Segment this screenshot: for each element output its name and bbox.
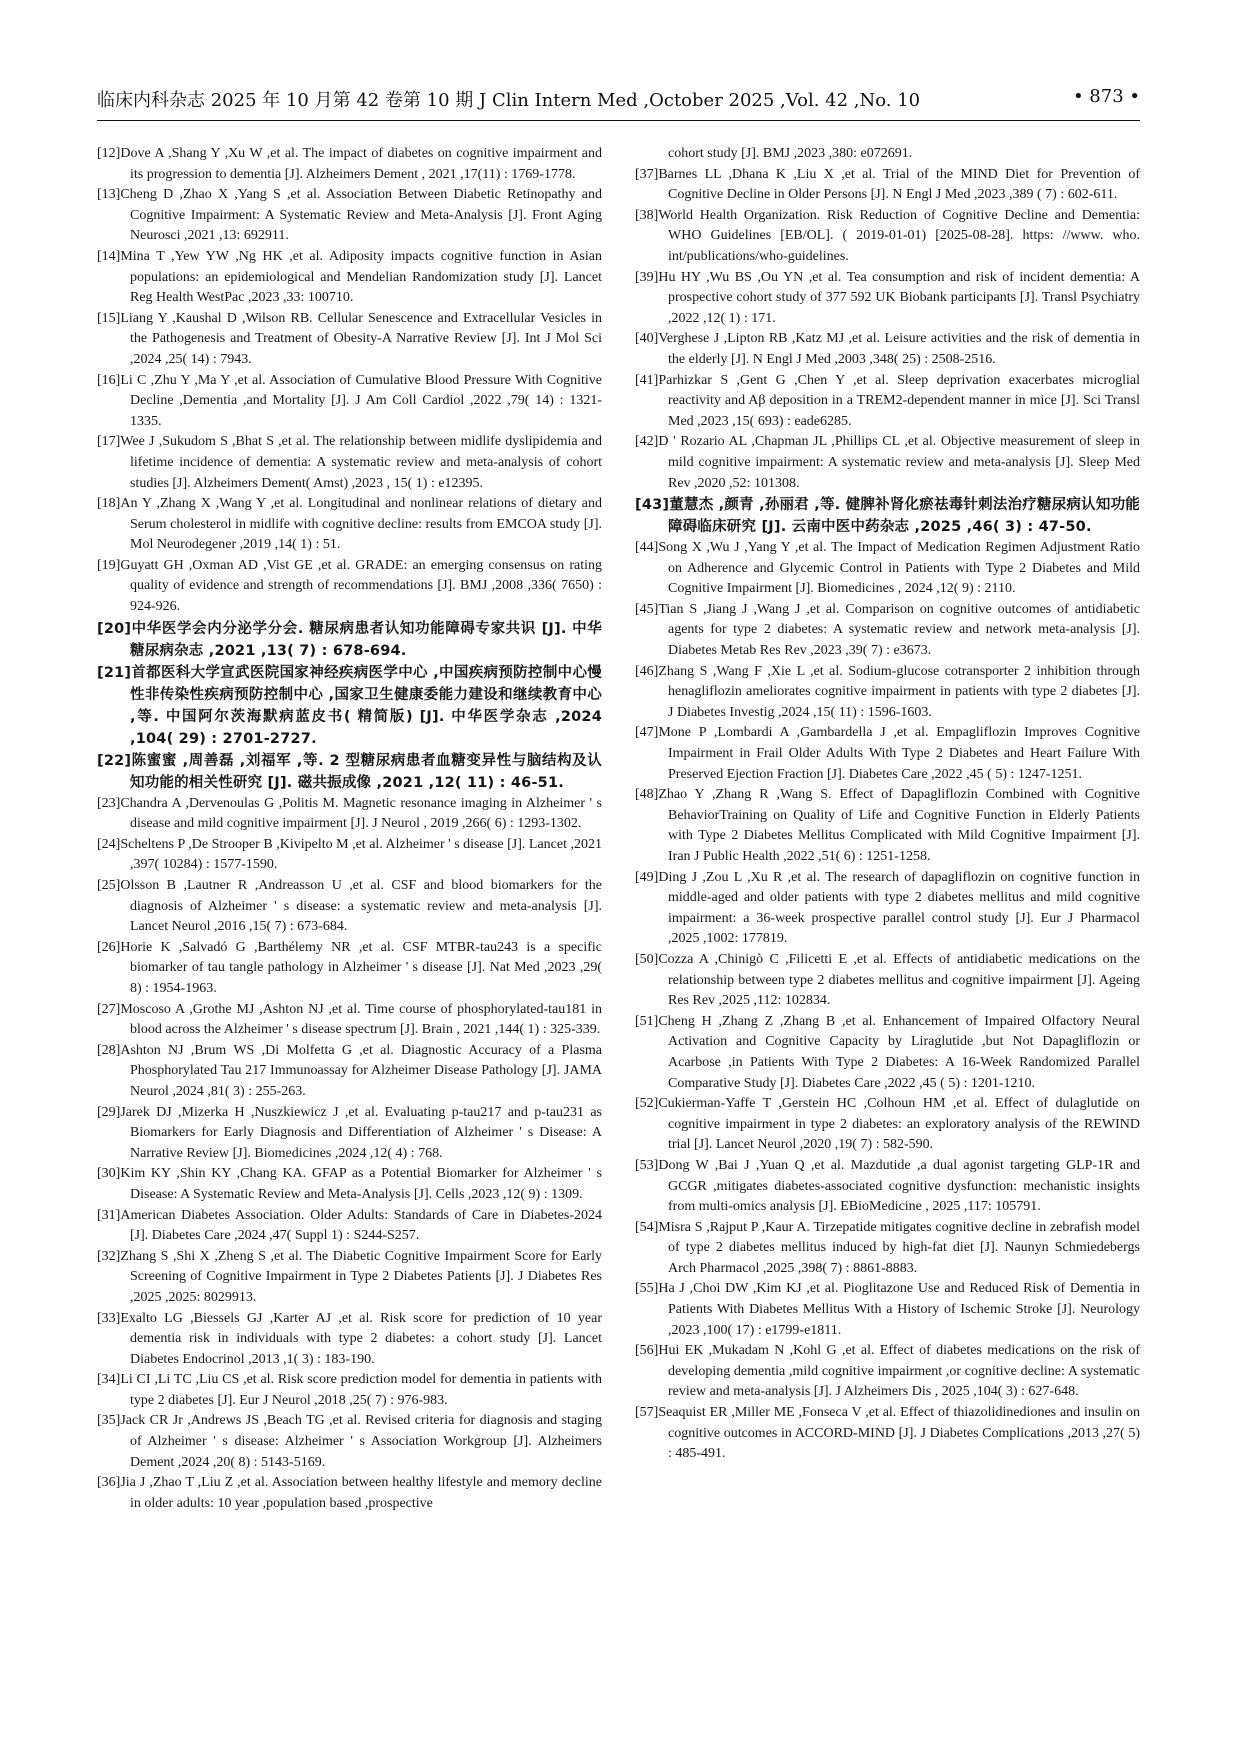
reference-entry: [97, 432, 602, 494]
reference-text: Chandra A ,Dervenoulas G ,Politis M. Magnetic resonance imaging in Alzheimer ' s disease and mild cognitive impairment [J]. J Neurol , 2019 ,266( 6) : 1293-1302.: [120, 795, 602, 832]
reference-entry: [635, 1012, 1140, 1094]
reference-text: Horie K ,Salvadó G ,Barthélemy NR ,et al. CSF MTBR-tau243 is a specific biomarker of tau tangle pathology in Alzheimer ' s disease [J]. Nat Med ,2023 ,29( 8) : 1954-1963.: [120, 939, 602, 996]
page-number: • 873 •: [1072, 86, 1140, 107]
reference-number: [17]: [97, 434, 121, 450]
reference-entry: [97, 1247, 602, 1309]
reference-entry: [97, 144, 602, 185]
reference-entry: [635, 494, 1140, 538]
reference-text: Hu HY ,Wu BS ,Ou YN ,et al. Tea consumption and risk of incident dementia: A prospective cohort study of 377 592 UK Biobank participants [J]. Transl Psychiatry ,2022 ,12( 1) : 171.: [658, 269, 1140, 326]
reference-entry: [635, 371, 1140, 433]
reference-entry: [635, 1403, 1140, 1465]
reference-number: [52]: [635, 1096, 659, 1112]
reference-entry: [97, 750, 602, 794]
reference-text: Cheng H ,Zhang Z ,Zhang B ,et al. Enhancement of Impaired Olfactory Neural Activation and Cognitive Capacity by Liraglutide ,but Not Dapagliflozin or Acarbose ,in Patients With Type 2 Diabetes: A 16-Week Randomized Parallel Comparative Study [J]. Diabetes Care ,2022 ,45 ( 5) : 1201-1210.: [658, 1013, 1140, 1091]
reference-entry: [97, 371, 602, 433]
reference-text: cohort study [J]. BMJ ,2023 ,380: e072691.: [668, 146, 913, 161]
reference-number: [24]: [97, 836, 121, 852]
reference-text: Song X ,Wu J ,Yang Y ,et al. The Impact of Medication Regimen Adjustment Ratio on Adherence and Glycemic Control in Patients with Type 2 Diabetes and Mild Cognitive Impairment [J]. Biomedicines , 2024 ,12( 9) : 2110.: [658, 540, 1140, 597]
reference-text: Hui EK ,Mukadam N ,Kohl G ,et al. Effect of diabetes medications on the risk of developing dementia ,mild cognitive impairment ,or cognitive decline: A systematic review and meta-analysis [J]. J Alzheimers Dis , 2025 ,104( 3) : 627-648.: [658, 1343, 1140, 1400]
reference-entry: [97, 662, 602, 750]
reference-number: [28]: [97, 1042, 121, 1058]
reference-number: [38]: [635, 207, 659, 223]
reference-text: An Y ,Zhang X ,Wang Y ,et al. Longitudinal and nonlinear relations of dietary and Serum cholesterol in midlife with cognitive decline: results from EMCOA study [J]. Mol Neurodegener ,2019 ,14( 1) : 51.: [120, 496, 602, 553]
reference-entry: [97, 1411, 602, 1473]
journal-header-title: 临床内科杂志 2025 年 10 月第 42 卷第 10 期 J Clin Intern Med ,October 2025 ,Vol. 42 ,No. 10: [97, 90, 921, 111]
reference-entry: [635, 723, 1140, 785]
reference-text: 董慧杰 ,颜青 ,孙丽君 ,等. 健脾补肾化瘀祛毒针刺法治疗糖尿病认知功能障碍临床研究 [J]. 云南中医中药杂志 ,2025 ,46( 3) : 47-50.: [668, 497, 1140, 536]
reference-number: [23]: [97, 795, 121, 811]
reference-entry: [97, 1041, 602, 1103]
reference-entry: [97, 618, 602, 662]
reference-number: [13]: [97, 187, 121, 203]
reference-number: [42]: [635, 434, 659, 450]
reference-text: Liang Y ,Kaushal D ,Wilson RB. Cellular Senescence and Extracellular Vesicles in the Pathogenesis and Treatment of Obesity-A Narrative Review [J]. Int J Mol Sci ,2024 ,25( 14) : 7943.: [120, 310, 602, 367]
reference-number: [18]: [97, 496, 121, 512]
reference-entry: [635, 662, 1140, 724]
reference-number: [37]: [635, 166, 659, 182]
reference-text: Exalto LG ,Biessels GJ ,Karter AJ ,et al. Risk score for prediction of 10 year dementia risk in individuals with type 2 diabetes: a cohort study [J]. Lancet Diabetes Endocrinol ,2013 ,1( 3) : 183-190.: [120, 1310, 602, 1367]
reference-text: Scheltens P ,De Strooper B ,Kivipelto M ,et al. Alzheimer ' s disease [J]. Lancet ,2021 ,397( 10284) : 1577-1590.: [120, 836, 602, 873]
reference-number: [25]: [97, 878, 121, 894]
reference-number: [48]: [635, 787, 659, 803]
reference-number: [29]: [97, 1104, 121, 1120]
reference-text: D ' Rozario AL ,Chapman JL ,Phillips CL ,et al. Objective measurement of sleep in mild cognitive impairment: A systematic review and meta-analysis [J]. Sleep Med Rev ,2020 ,52: 101308.: [658, 434, 1140, 491]
reference-number: [27]: [97, 1001, 121, 1017]
reference-entry: [97, 1206, 602, 1247]
reference-entry: [97, 1000, 602, 1041]
reference-text: Olsson B ,Lautner R ,Andreasson U ,et al. CSF and blood biomarkers for the diagnosis of Alzheimer ' s disease: a systematic review and meta-analysis [J]. Lancet Neurol ,2016 ,15( 7) : 673-684.: [120, 878, 602, 935]
reference-number: [47]: [635, 725, 659, 741]
reference-entry: [635, 785, 1140, 867]
reference-entry: [635, 600, 1140, 662]
reference-entry: [635, 950, 1140, 1012]
reference-number: [53]: [635, 1157, 659, 1173]
reference-number: [16]: [97, 372, 121, 388]
reference-column-right: [635, 144, 1140, 1465]
reference-number: [41]: [635, 372, 659, 388]
reference-text: Tian S ,Jiang J ,Wang J ,et al. Comparison on cognitive outcomes of antidiabetic agents for type 2 diabetes: A systematic review and network meta-analysis [J]. Diabetes Metab Res Rev ,2023 ,39( 7) : e3673.: [658, 601, 1140, 659]
reference-number: [56]: [635, 1343, 659, 1359]
reference-text: 中华医学会内分泌学分会. 糖尿病患者认知功能障碍专家共识 [J]. 中华糖尿病杂志 ,2021 ,13( 7) : 678-694.: [130, 620, 602, 659]
reference-entry: [635, 1156, 1140, 1218]
reference-number: [15]: [97, 310, 121, 326]
reference-number: [51]: [635, 1013, 659, 1029]
reference-entry: [635, 206, 1140, 268]
reference-text: Zhang S ,Wang F ,Xie L ,et al. Sodium-glucose cotransporter 2 inhibition through henagliflozin ameliorates cognitive impairment in patients with type 2 diabetes [J]. J Diabetes Investig ,2024 ,15( 11) : 1596-1603.: [658, 663, 1140, 720]
reference-number: [34]: [97, 1372, 121, 1388]
reference-number: [43]: [635, 497, 670, 514]
reference-number: [49]: [635, 869, 659, 885]
reference-number: [14]: [97, 248, 121, 264]
reference-text: Ashton NJ ,Brum WS ,Di Molfetta G ,et al. Diagnostic Accuracy of a Plasma Phosphorylated Tau 217 Immunoassay for Alzheimer Disease Pathology [J]. JAMA Neurol ,2024 ,81( 3) : 255-263.: [120, 1042, 602, 1099]
reference-text: 首都医科大学宣武医院国家神经疾病医学中心 ,中国疾病预防控制中心慢性非传染性疾病预防控制中心 ,国家卫生健康委能力建设和继续教育中心 ,等. 中国阿尔茨海默病蓝皮书( 精简版) [J]. 中华医学杂志 ,2024 ,104( 29) : 2701-2727.: [130, 664, 602, 747]
reference-entry: [635, 1279, 1140, 1341]
reference-text: Mone P ,Lombardi A ,Gambardella J ,et al. Empagliflozin Improves Cognitive Impairment in Frail Older Adults With Type 2 Diabetes and Heart Failure With Preserved Ejection Fraction [J]. Diabetes Care ,2022 ,45 ( 5) : 1247-1251.: [658, 725, 1140, 782]
reference-number: [22]: [97, 752, 132, 769]
reference-text: Wee J ,Sukudom S ,Bhat S ,et al. The relationship between midlife dyslipidemia and lifetime incidence of dementia: A systematic review and meta-analysis of cohort studies [J]. Alzheimers Dement( Amst) ,2023 , 15( 1) : e12395.: [120, 434, 602, 491]
reference-text: Jarek DJ ,Mizerka H ,Nuszkiewicz J ,et al. Evaluating p-tau217 and p-tau231 as Biomarkers for Early Diagnosis and Differentiation of Alzheimer ' s Disease: A Narrative Review [J]. Biomedicines ,2024 ,12( 4) : 768.: [120, 1104, 602, 1161]
reference-text: Seaquist ER ,Miller ME ,Fonseca V ,et al. Effect of thiazolidinediones and insulin on cognitive outcomes in ACCORD-MIND [J]. J Diabetes Complications ,2013 ,27( 5) : 485-491.: [658, 1405, 1140, 1462]
reference-entry: [97, 794, 602, 835]
reference-number: [45]: [635, 601, 659, 617]
reference-number: [39]: [635, 269, 659, 285]
reference-text: Zhang S ,Shi X ,Zheng S ,et al. The Diabetic Cognitive Impairment Score for Early Screening of Cognitive Impairment in Type 2 Diabetes Patients [J]. J Diabetes Res ,2025 ,2025: 8029913.: [120, 1248, 602, 1305]
reference-text: Misra S ,Rajput P ,Kaur A. Tirzepatide mitigates cognitive decline in zebrafish model of type 2 diabetes mellitus induced by high-fat diet [J]. Naunyn Schmiedebergs Arch Pharmacol ,2025 ,398( 7) : 8861-8883.: [658, 1219, 1140, 1276]
reference-number: [26]: [97, 939, 121, 955]
reference-text: Ding J ,Zou L ,Xu R ,et al. The research of dapagliflozin on cognitive function in middle-aged and older patients with type 2 diabetes mellitus and mild cognitive impairment: a 36-week prospective parallel control study [J]. Eur J Pharmacol ,2025 ,1002: 177819.: [658, 869, 1140, 947]
reference-text: Zhao Y ,Zhang R ,Wang S. Effect of Dapagliflozin Combined with Cognitive BehaviorTraining on Quality of Life and Cognitive Function in Elderly Patients with Type 2 Diabetes Mellitus Complicated with Mild Cognitive Impairment [J]. Iran J Public Health ,2022 ,51( 6) : 1251-1258.: [658, 787, 1140, 864]
reference-entry: [635, 432, 1140, 494]
reference-entry: [635, 868, 1140, 950]
reference-number: [21]: [97, 664, 132, 681]
reference-text: Jia J ,Zhao T ,Liu Z ,et al. Association between healthy lifestyle and memory decline in older adults: 10 year ,population based ,prospective: [120, 1475, 602, 1511]
reference-number: [36]: [97, 1475, 121, 1491]
reference-text: Cheng D ,Zhao X ,Yang S ,et al. Association Between Diabetic Retinopathy and Cognitive Impairment: A Systematic Review and Meta-Analysis [J]. Front Aging Neurosci ,2021 ,13: 692911.: [120, 187, 602, 244]
reference-entry: [97, 309, 602, 371]
reference-text: Li C ,Zhu Y ,Ma Y ,et al. Association of Cumulative Blood Pressure With Cognitive Decline ,Dementia ,and Mortality [J]. J Am Coll Cardiol ,2022 ,79( 14) : 1321-1335.: [120, 372, 602, 429]
reference-entry: [97, 247, 602, 309]
reference-text: Moscoso A ,Grothe MJ ,Ashton NJ ,et al. Time course of phosphorylated-tau181 in blood across the Alzheimer ' s disease spectrum [J]. Brain , 2021 ,144( 1) : 325-339.: [120, 1001, 602, 1038]
reference-entry: [635, 144, 1140, 165]
reference-number: [50]: [635, 951, 659, 967]
reference-number: [44]: [635, 540, 659, 556]
reference-text: Verghese J ,Lipton RB ,Katz MJ ,et al. Leisure activities and the risk of dementia in the elderly [J]. N Engl J Med ,2003 ,348( 25) : 2508-2516.: [658, 331, 1140, 367]
reference-entry: [635, 165, 1140, 206]
reference-entry: [97, 835, 602, 876]
reference-text: Cukierman-Yaffe T ,Gerstein HC ,Colhoun HM ,et al. Effect of dulaglutide on cognitive impairment in type 2 diabetes: an exploratory analysis of the REWIND trial [J]. Lancet Neurol ,2020 ,19( 7) : 582-590.: [658, 1096, 1140, 1153]
reference-entry: [635, 329, 1140, 370]
reference-entry: [97, 876, 602, 938]
reference-entry: [635, 1341, 1140, 1403]
reference-number: [20]: [97, 620, 132, 637]
reference-number: [31]: [97, 1207, 121, 1223]
reference-number: [32]: [97, 1248, 121, 1264]
reference-entry: [97, 938, 602, 1000]
reference-entry: [97, 185, 602, 247]
reference-entry: [97, 556, 602, 618]
reference-entry: [97, 1309, 602, 1371]
reference-entry: [97, 494, 602, 556]
reference-number: [46]: [635, 663, 659, 679]
reference-number: [54]: [635, 1219, 659, 1235]
reference-number: [57]: [635, 1405, 659, 1421]
reference-text: Kim KY ,Shin KY ,Chang KA. GFAP as a Potential Biomarker for Alzheimer ' s Disease: A Systematic Review and Meta-Analysis [J]. Cells ,2023 ,12( 9) : 1309.: [120, 1166, 602, 1202]
reference-number: [30]: [97, 1166, 121, 1182]
reference-text: 陈蜜蜜 ,周善磊 ,刘福军 ,等. 2 型糖尿病患者血糖变异性与脑结构及认知功能的相关性研究 [J]. 磁共振成像 ,2021 ,12( 11) : 46-51.: [130, 752, 602, 791]
reference-entry: [97, 1370, 602, 1411]
reference-text: Cozza A ,Chinigò C ,Filicetti E ,et al. Effects of antidiabetic medications on the relationship between type 2 diabetes mellitus and cognitive impairment [J]. Ageing Res Rev ,2025 ,112: 102834.: [658, 951, 1140, 1009]
reference-number: [40]: [635, 331, 659, 347]
reference-column-left: [97, 144, 602, 1514]
reference-number: [35]: [97, 1413, 121, 1429]
reference-text: Barnes LL ,Dhana K ,Liu X ,et al. Trial of the MIND Diet for Prevention of Cognitive Decline in Older Persons [J]. N Engl J Med ,2023 ,389 ( 7) : 602-611.: [658, 166, 1140, 203]
reference-number: [55]: [635, 1281, 659, 1297]
reference-text: Ha J ,Choi DW ,Kim KJ ,et al. Pioglitazone Use and Reduced Risk of Dementia in Patients With Diabetes Mellitus With a History of Ischemic Stroke [J]. Neurology ,2023 ,100( 17) : e1799-e1811.: [658, 1281, 1140, 1338]
reference-entry: [97, 1164, 602, 1205]
reference-entry: [635, 538, 1140, 600]
reference-text: Parhizkar S ,Gent G ,Chen Y ,et al. Sleep deprivation exacerbates microglial reactivity and Aβ deposition in a TREM2-dependent manner in mice [J]. Sci Transl Med ,2023 ,15( 693) : eade6285.: [658, 372, 1140, 429]
reference-text: Mina T ,Yew YW ,Ng HK ,et al. Adiposity impacts cognitive function in Asian populations: an epidemiological and Mendelian Randomization study [J]. Lancet Reg Health WestPac ,2023 ,33: 100710.: [120, 248, 602, 306]
reference-entry: [97, 1103, 602, 1165]
reference-text: Dove A ,Shang Y ,Xu W ,et al. The impact of diabetes on cognitive impairment and its progression to dementia [J]. Alzheimers Dement , 2021 ,17(11) : 1769-1778.: [120, 146, 602, 182]
reference-entry: [635, 1218, 1140, 1280]
reference-text: Li CI ,Li TC ,Liu CS ,et al. Risk score prediction model for dementia in patients with type 2 diabetes [J]. Eur J Neurol ,2018 ,25( 7) : 976-983.: [120, 1372, 602, 1408]
reference-text: Jack CR Jr ,Andrews JS ,Beach TG ,et al. Revised criteria for diagnosis and staging of Alzheimer ' s disease: Alzheimer ' s Association Workgroup [J]. Alzheimers Dement ,2024 ,20( 8) : 5143-5169.: [120, 1413, 602, 1470]
reference-entry: [635, 268, 1140, 330]
reference-number: [33]: [97, 1310, 121, 1326]
reference-entry: [635, 1094, 1140, 1156]
reference-text: Dong W ,Bai J ,Yuan Q ,et al. Mazdutide ,a dual agonist targeting GLP-1R and GCGR ,mitigates diabetes-associated cognitive dysfunction: mechanistic insights from multi-omics analysis [J]. EBioMedicine , 2025 ,117: 105791.: [658, 1157, 1140, 1215]
reference-text: Guyatt GH ,Oxman AD ,Vist GE ,et al. GRADE: an emerging consensus on rating quality of evidence and strength of recommendations [J]. BMJ ,2008 ,336( 7650) : 924-926.: [120, 557, 602, 615]
reference-text: American Diabetes Association. Older Adults: Standards of Care in Diabetes-2024 [J]. Diabetes Care ,2024 ,47( Suppl 1) : S244-S257.: [120, 1207, 602, 1244]
reference-number: [12]: [97, 146, 121, 161]
running-header: [97, 86, 1140, 121]
reference-text: World Health Organization. Risk Reduction of Cognitive Decline and Dementia: WHO Guidelines [EB/OL]. ( 2019-01-01) [2025-08-28]. https: //www. who. int/publications/who-guidelines.: [658, 207, 1140, 264]
reference-number: [19]: [97, 557, 121, 573]
reference-entry: [97, 1473, 602, 1514]
